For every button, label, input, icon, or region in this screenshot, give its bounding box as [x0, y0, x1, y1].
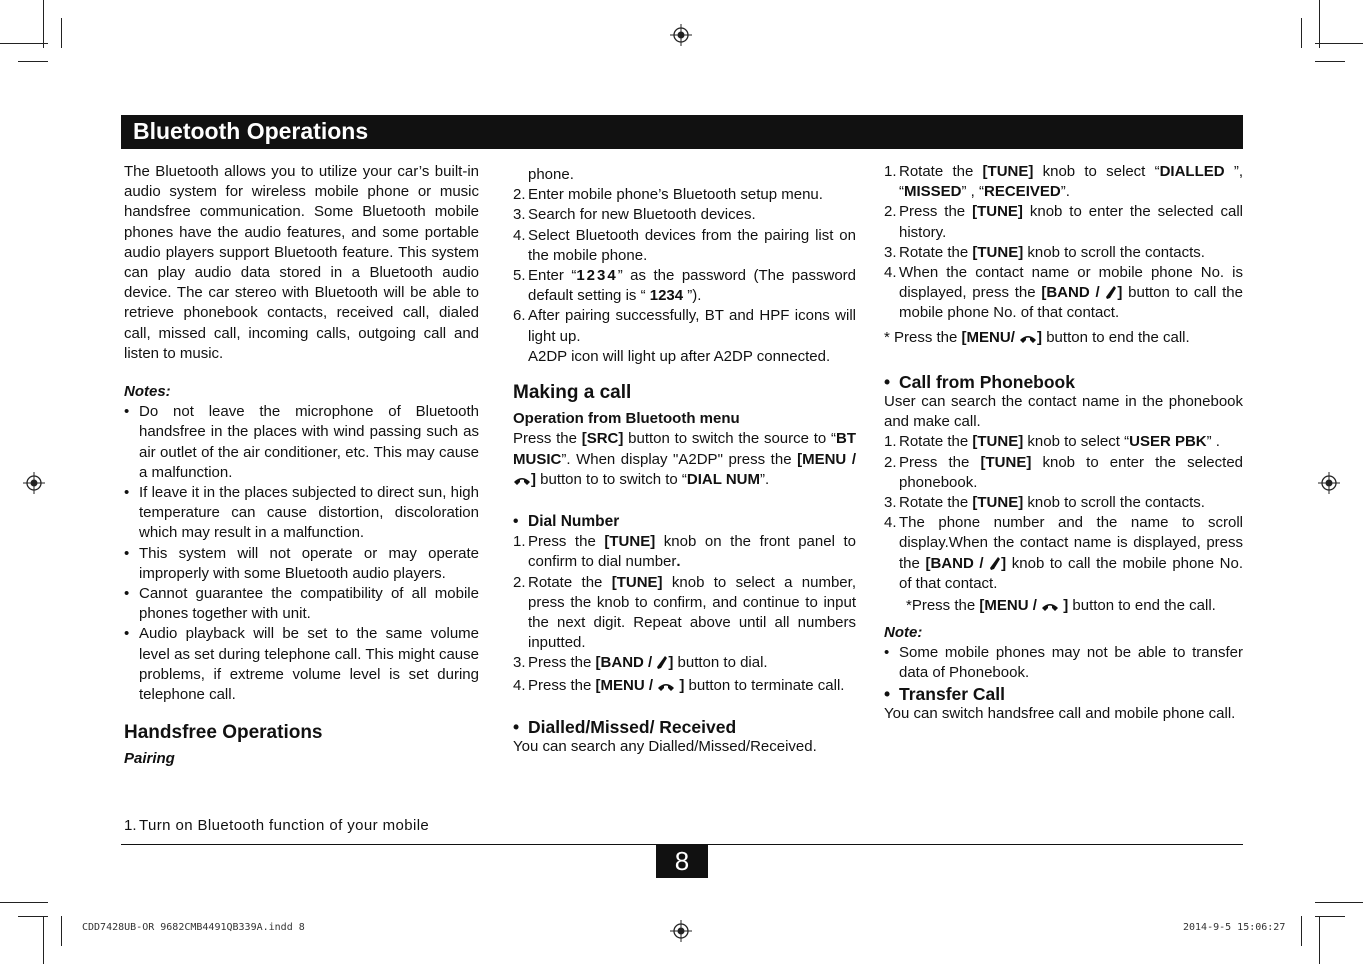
password-code: 1234	[649, 287, 684, 305]
crop-mark	[1315, 916, 1345, 917]
list-item	[884, 263, 1243, 324]
step-number: 3.	[884, 243, 897, 261]
list-item	[513, 573, 856, 654]
step-number: 4.	[884, 514, 897, 532]
text: knob to enter the selected call history.	[899, 203, 1243, 241]
key-label: [TUNE]	[980, 453, 1032, 471]
text: ” , “	[961, 183, 985, 201]
list-item: • This system will not operate or may operate improperly with some Bluetooth audio players.	[124, 544, 479, 584]
list-item	[513, 532, 856, 572]
step-number: 3.	[513, 654, 526, 672]
column-middle	[513, 165, 856, 757]
text: Rotate the	[899, 433, 973, 451]
text: When the contact name or mobile phone No. is displayed, press the	[899, 264, 1243, 302]
key-label: DIALLED	[1159, 163, 1225, 180]
text: knob to scroll the contacts.	[1023, 494, 1205, 512]
registration-mark-icon	[23, 472, 45, 494]
subsection-heading: • Transfer Call	[884, 684, 1243, 704]
step-number: 4.	[513, 676, 526, 694]
column-left	[124, 162, 479, 770]
text: *Press the	[906, 597, 980, 615]
text: Press the	[899, 453, 981, 471]
notes-list	[124, 402, 479, 705]
hang-up-icon	[1041, 601, 1059, 613]
crop-mark	[1315, 61, 1345, 62]
list-item	[513, 226, 856, 266]
phone-call-icon	[656, 655, 668, 670]
text: knob to call the mobile phone No. of that contact.	[899, 554, 1243, 592]
text: knob to scroll the contacts.	[1023, 243, 1205, 261]
step-number: 2.	[513, 186, 526, 204]
step-number: 1.	[884, 433, 897, 451]
step-text: Search for new Bluetooth devices.	[528, 206, 756, 224]
key-label: RECEIVED	[984, 183, 1061, 201]
key-label: [TUNE]	[604, 533, 656, 551]
intro-paragraph: The Bluetooth allows you to utilize your car’s built-in audio system for wireless mobile phone or music handsfree communication. Some Bluetooth mobile phones have the audio features, and some portable audio players support Bluetooth feature. This system can play audio data stored in a Bluetooth audio device. The car stereo with Bluetooth will be able to retrieve phonebook contacts, received call, dialed call, missed call, incoming calls, outgoing call and listen to music.	[124, 163, 479, 362]
key-label: [BAND /	[925, 554, 990, 572]
note-list	[884, 643, 1243, 683]
key-label: DIAL NUM	[686, 470, 760, 488]
list-item	[513, 306, 856, 367]
text: button to to switch to “	[536, 470, 687, 488]
crop-mark	[1301, 18, 1302, 48]
subsection-heading: Operation from Bluetooth menu	[513, 410, 740, 428]
transfer-description: You can switch handsfree call and mobile phone call.	[884, 704, 1236, 722]
text: knob to enter the selected phonebook.	[899, 453, 1244, 491]
notes-heading: Notes:	[124, 383, 171, 401]
column-right	[884, 162, 1243, 724]
step-text: A2DP icon will light up after A2DP connected.	[528, 347, 831, 365]
step-number: 4.	[513, 226, 526, 244]
step-number: 4.	[884, 264, 897, 282]
list-item	[513, 266, 856, 306]
crop-mark	[0, 902, 48, 903]
text: .	[676, 553, 681, 571]
list-item: • Cannot guarantee the compatibility of all mobile phones together with unit.	[124, 584, 479, 624]
phone-call-icon	[989, 556, 1001, 571]
key-label: [TUNE]	[972, 433, 1024, 451]
hang-up-icon	[657, 681, 675, 693]
crop-mark	[1319, 916, 1320, 964]
text: Press the	[899, 203, 973, 221]
dialled-description: You can search any Dialled/Missed/Received.	[513, 737, 817, 755]
text: ”, “	[899, 163, 1243, 201]
text: knob to select “	[1033, 163, 1160, 180]
password-code: 1234	[576, 267, 618, 285]
crop-mark	[18, 916, 48, 917]
crop-mark	[1319, 0, 1320, 48]
list-item	[884, 432, 1243, 452]
crop-mark	[61, 18, 62, 48]
hang-up-icon	[1019, 333, 1037, 345]
crop-mark	[18, 61, 48, 62]
key-label: [TUNE]	[611, 573, 663, 591]
text: knob to select a number, press the knob to confirm, and continue to input the next digit. Repeat above until all numbers inputted.	[528, 573, 856, 652]
key-label: [TUNE]	[972, 243, 1024, 261]
print-slug-left: CDD7428UB-OR 9682CMB4491QB339A.indd 8	[82, 922, 305, 933]
key-label: [TUNE]	[972, 494, 1024, 512]
crop-mark	[1301, 916, 1302, 946]
step-number: 1.	[124, 817, 137, 834]
crop-mark	[1315, 902, 1363, 903]
dial-steps	[513, 532, 856, 696]
list-item	[513, 185, 856, 205]
pairing-steps	[513, 185, 856, 367]
list-item	[884, 243, 1243, 263]
section-heading: Handsfree Operations	[124, 722, 323, 744]
list-item: • Do not leave the microphone of Bluetooth handsfree in the places with wind passing such as air outlet of the air conditioner, etc. This may cause a malfunction.	[124, 402, 479, 483]
subsection-heading: • Dial Number	[513, 512, 856, 532]
text: ”.	[1060, 183, 1070, 201]
registration-mark-icon	[1318, 472, 1340, 494]
step-number: 1.	[884, 163, 897, 180]
key-label: ]	[675, 676, 685, 694]
list-item	[884, 202, 1243, 242]
text: button to call the mobile phone No. of that contact.	[899, 284, 1243, 322]
text: Press the	[528, 676, 596, 694]
step-text: ”).	[683, 287, 702, 305]
text: button to switch the source to “	[623, 430, 836, 448]
text: ” .	[1206, 433, 1220, 451]
step-text: Enter mobile phone’s Bluetooth setup menu.	[528, 186, 823, 204]
crop-mark	[43, 0, 44, 48]
operation-paragraph	[513, 429, 856, 490]
registration-mark-icon	[670, 920, 692, 942]
phone-call-icon	[1105, 285, 1117, 300]
key-label: [SRC]	[581, 430, 624, 448]
step-text: Enter “	[528, 267, 577, 285]
list-item: • Some mobile phones may not be able to transfer data of Phonebook.	[884, 643, 1243, 683]
key-label: ]	[1059, 597, 1069, 615]
key-label: [MENU /	[979, 597, 1042, 615]
list-item	[513, 205, 856, 225]
key-label: ]	[668, 654, 674, 672]
key-label: ]	[531, 470, 536, 488]
text: Rotate the	[528, 573, 612, 591]
key-label: MISSED	[904, 183, 962, 201]
print-slug-right: 2014-9-5 15:06:27	[1183, 922, 1286, 933]
page-title: Bluetooth Operations	[133, 118, 369, 144]
text: ”.	[759, 470, 770, 488]
page-number: 8	[656, 845, 708, 878]
text: knob on the front panel to confirm to dial number	[528, 533, 857, 571]
key-label: [TUNE]	[972, 203, 1023, 221]
step-continuation: phone.	[528, 166, 574, 183]
step-number: 2.	[884, 453, 897, 471]
step-text: Select Bluetooth devices from the pairing list on the mobile phone.	[528, 226, 856, 264]
step-number: 1.	[513, 533, 526, 551]
step-number: 5.	[513, 267, 526, 285]
key-label: ]	[1037, 328, 1043, 346]
phonebook-steps	[884, 432, 1243, 594]
crop-mark	[0, 43, 48, 44]
text: button to terminate call.	[684, 676, 845, 694]
list-item	[513, 674, 856, 697]
dialled-steps	[884, 162, 1243, 324]
crop-mark	[1315, 43, 1363, 44]
list-item	[513, 653, 856, 673]
key-label: ]	[1117, 284, 1123, 302]
pairing-step-1-start	[124, 816, 479, 836]
key-label: [MENU /	[595, 676, 658, 694]
list-item	[884, 493, 1243, 513]
step-number: 2.	[884, 203, 897, 221]
step-number: 3.	[513, 206, 526, 224]
text: button to dial.	[673, 654, 768, 672]
text: ”. When display "A2DP" press the	[561, 450, 798, 468]
list-item	[884, 513, 1243, 594]
step-number: 3.	[884, 494, 897, 512]
text: Rotate the	[899, 163, 983, 180]
text: Press the	[528, 654, 596, 672]
text: Rotate the	[899, 494, 973, 512]
key-label: [BAND /	[1041, 284, 1106, 302]
text: The phone number and the name to scroll display.When the contact name is displayed, press the	[899, 514, 1243, 572]
step-text: After pairing successfully, BT and HPF icons will light up.	[528, 307, 856, 345]
key-label: [BAND /	[595, 654, 657, 672]
text: Rotate the	[899, 243, 973, 261]
text: knob to select “	[1023, 433, 1130, 451]
subsection-heading: • Dialled/Missed/ Received	[513, 717, 856, 737]
hang-up-icon	[513, 475, 531, 487]
key-label: [TUNE]	[982, 163, 1034, 180]
crop-mark	[61, 916, 62, 946]
text: button to end the call.	[1068, 597, 1216, 615]
key-label: [MENU /	[797, 450, 856, 468]
section-header-bar	[121, 115, 1243, 149]
section-heading: Making a call	[513, 382, 632, 404]
list-item: • If leave it in the places subjected to direct sun, high temperature can cause distortion, discoloration which may result in a malfunction.	[124, 483, 479, 544]
text: Press the	[513, 430, 582, 448]
end-call-note	[884, 328, 1243, 348]
list-item	[884, 162, 1243, 202]
key-label: USER PBK	[1129, 433, 1207, 451]
text: * Press the	[884, 328, 962, 346]
registration-mark-icon	[670, 24, 692, 46]
list-item: • Audio playback will be set to the same volume level as set during telephone call. This might cause problems, if extreme volume level is set during telephone call.	[124, 624, 479, 705]
step-text: Turn on Bluetooth function of your mobile	[139, 817, 430, 834]
subsection-heading: • Call from Phonebook	[884, 372, 1243, 392]
step-number: 6.	[513, 307, 526, 325]
key-label: BT MUSIC	[513, 430, 856, 468]
crop-mark	[43, 916, 44, 964]
text: button to end the call.	[1042, 328, 1190, 346]
pairing-heading: Pairing	[124, 750, 175, 768]
list-item	[884, 453, 1243, 493]
note-heading: Note:	[884, 624, 923, 642]
key-label: [MENU/	[961, 328, 1020, 346]
phonebook-description: User can search the contact name in the phonebook and make call.	[884, 393, 1243, 431]
key-label: ]	[1001, 554, 1007, 572]
list-item	[124, 816, 479, 836]
step-text: ” as the password (The password default setting is “	[528, 267, 857, 305]
step-number: 2.	[513, 573, 526, 591]
end-call-note	[884, 594, 1243, 617]
text: Press the	[528, 533, 605, 551]
